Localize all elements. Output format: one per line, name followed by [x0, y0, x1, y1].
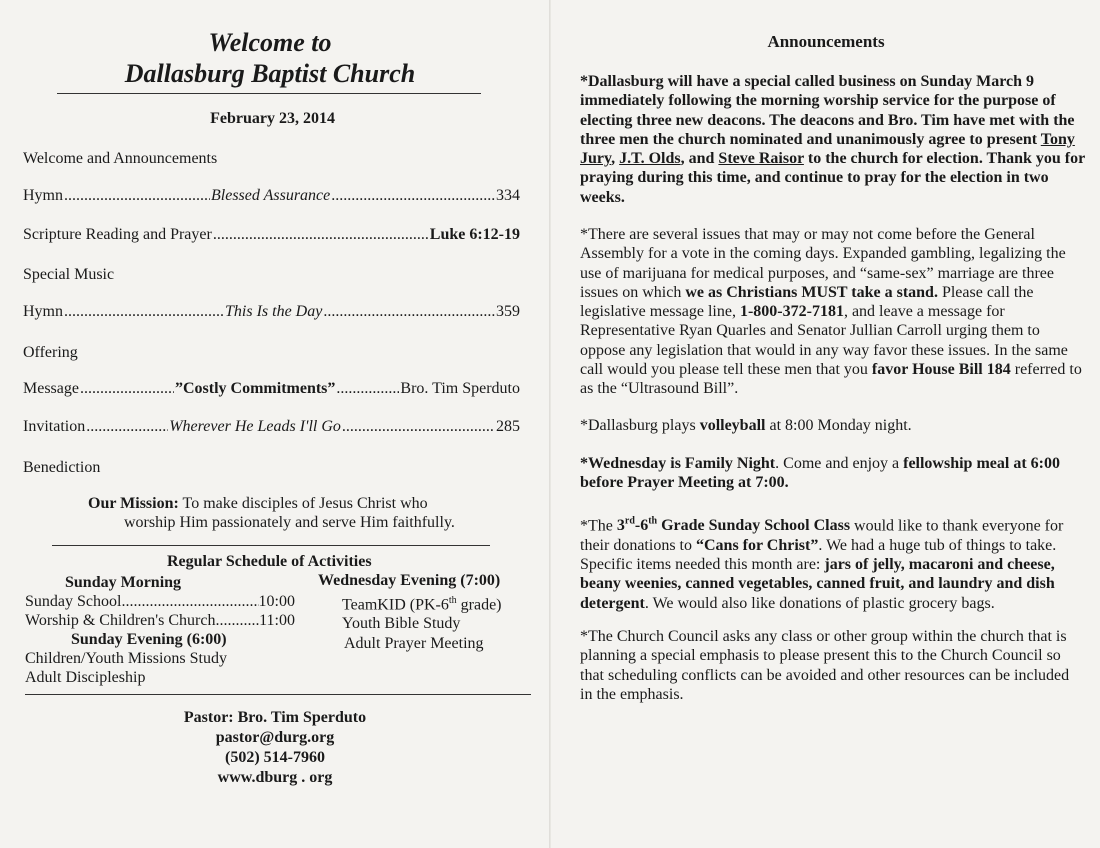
order-scripture [23, 226, 520, 244]
announcement-family-night: *Wednesday is Family Night. Come and enjoy a fellowship meal at 6:00 before Prayer Meeting at 7:00. [580, 455, 1060, 492]
welcome-title: Welcome to [208, 28, 332, 57]
schedule-row [25, 592, 295, 611]
pastor-contact [0, 708, 550, 788]
nominee-name: J.T. Olds [619, 150, 681, 168]
legislative-phone: 1-800-372-7181 [739, 303, 844, 321]
schedule-wednesday [318, 571, 538, 653]
schedule-item-label: Adult Prayer Meeting [344, 634, 484, 652]
schedule-item-label: Worship & Children's Church [25, 612, 216, 629]
schedule-divider [25, 694, 531, 695]
announcements-title: Announcements [767, 32, 885, 51]
schedule-item-label: Adult Discipleship [25, 669, 146, 686]
pastor-phone: (502) 514-7960 [225, 749, 325, 766]
schedule-row [25, 611, 295, 630]
hymn-label: Hymn [23, 187, 63, 204]
church-website[interactable]: www.dburg . org [217, 769, 333, 786]
order-benediction: Benediction [23, 459, 101, 476]
order-invitation [23, 418, 520, 436]
right-page [552, 0, 1100, 848]
announcement-volleyball: *Dallasburg plays volleyball at 8:00 Monday night. [580, 417, 912, 434]
message-label: Message [23, 380, 79, 397]
wednesday-evening-heading: Wednesday Evening (7:00) [318, 572, 501, 589]
church-name-title: Dallasburg Baptist Church [124, 59, 416, 88]
mission-label: Our Mission: [88, 495, 179, 512]
mission-line-2: worship Him passionately and serve Him faithfully. [124, 514, 455, 531]
order-offering: Offering [23, 344, 78, 361]
schedule-title: Regular Schedule of Activities [167, 553, 372, 570]
bulletin-date: February 23, 2014 [210, 110, 335, 127]
schedule-sunday [25, 573, 295, 687]
announcement-cans-for-christ: *The 3rd-6th Grade Sunday School Class would like to thank everyone for their donations to “Cans for Christ”. We had a huge tub of things to take. Specific items needed this month are: jars of jelly, macaroni and cheese, beany weenies, canned vegetables, canned fruit, and laundry and dish detergent. We would also like donations of plastic grocery bags. [580, 516, 1064, 612]
hymn-title: Blessed Assurance [211, 187, 331, 204]
hymn-title: This Is the Day [225, 303, 323, 320]
order-welcome: Welcome and Announcements [23, 150, 218, 167]
order-special-music: Special Music [23, 266, 115, 283]
hymn-label: Hymn [23, 303, 63, 320]
order-hymn-2 [23, 303, 520, 321]
invitation-title: Wherever He Leads I'll Go [169, 418, 341, 435]
announcement-business-meeting: *Dallasburg will have a special called business on Sunday March 9 immediately following the morning worship service for the purpose of electing three new deacons. The deacons and Bro. Tim have met with the three men the church nominated and unanimously agree to present Tony Jury, J.T. Olds, and Steve Raisor to the church for election. Thank you for praying during this time, and continue to pray for the election in two weeks. [580, 73, 1085, 206]
hymn-number: 334 [496, 187, 520, 204]
scripture-reference: Luke 6:12-19 [429, 226, 520, 243]
schedule-item-label: Youth Bible Study [342, 615, 461, 633]
hymn-number: 359 [496, 303, 520, 320]
announcement-legislation: *There are several issues that may or may not come before the General Assembly for a vote in the coming days. Expanded gambling, legalizing the use of marijuana for medical purposes, and “same-sex” marriage are three issues on which we as Christians MUST take a stand. Please call the legislative message line, 1-800-372-7181, and leave a message for Representative Ryan Quarles and Senator Jullian Carroll urging them to oppose any legislation that would in any way favor these issues. In the same call would you please tell these men that you favor House Bill 184 referred to as the “Ultrasound Bill”. [580, 226, 1082, 398]
schedule-item-label: TeamKID (PK-6th grade) [342, 594, 502, 613]
schedule-item-label: Children/Youth Missions Study [25, 650, 227, 667]
invitation-label: Invitation [23, 418, 86, 435]
schedule-item-label: Sunday School [25, 593, 122, 610]
title-divider [57, 93, 481, 94]
order-message [23, 380, 520, 398]
scripture-label: Scripture Reading and Prayer [23, 226, 212, 243]
nominee-name: Steve Raisor [718, 150, 804, 168]
sunday-evening-heading: Sunday Evening (6:00) [71, 631, 227, 648]
invitation-number: 285 [496, 418, 520, 435]
announcement-church-council: *The Church Council asks any class or other group within the church that is planning a special emphasis to please present this to the Church Council so that scheduling conflicts can be avoided and other resources can be included in the emphasis. [580, 628, 1070, 703]
schedule-item-time: 11:00 [259, 612, 295, 629]
message-title: ”Costly Commitments” [174, 380, 336, 397]
mission-divider [52, 545, 490, 546]
pastor-email[interactable]: pastor@durg.org [215, 729, 335, 746]
nominee-name: Tony Jury [580, 130, 1075, 168]
mission-line-1: To make disciples of Jesus Christ who [182, 495, 428, 512]
mission-statement [88, 494, 508, 532]
order-hymn-1 [23, 187, 520, 205]
schedule-item-time: 10:00 [258, 593, 295, 610]
page-fold [549, 0, 551, 848]
pastor-name: Pastor: Bro. Tim Sperduto [183, 709, 367, 726]
sunday-morning-heading: Sunday Morning [65, 574, 182, 591]
message-speaker: Bro. Tim Sperduto [400, 380, 520, 397]
